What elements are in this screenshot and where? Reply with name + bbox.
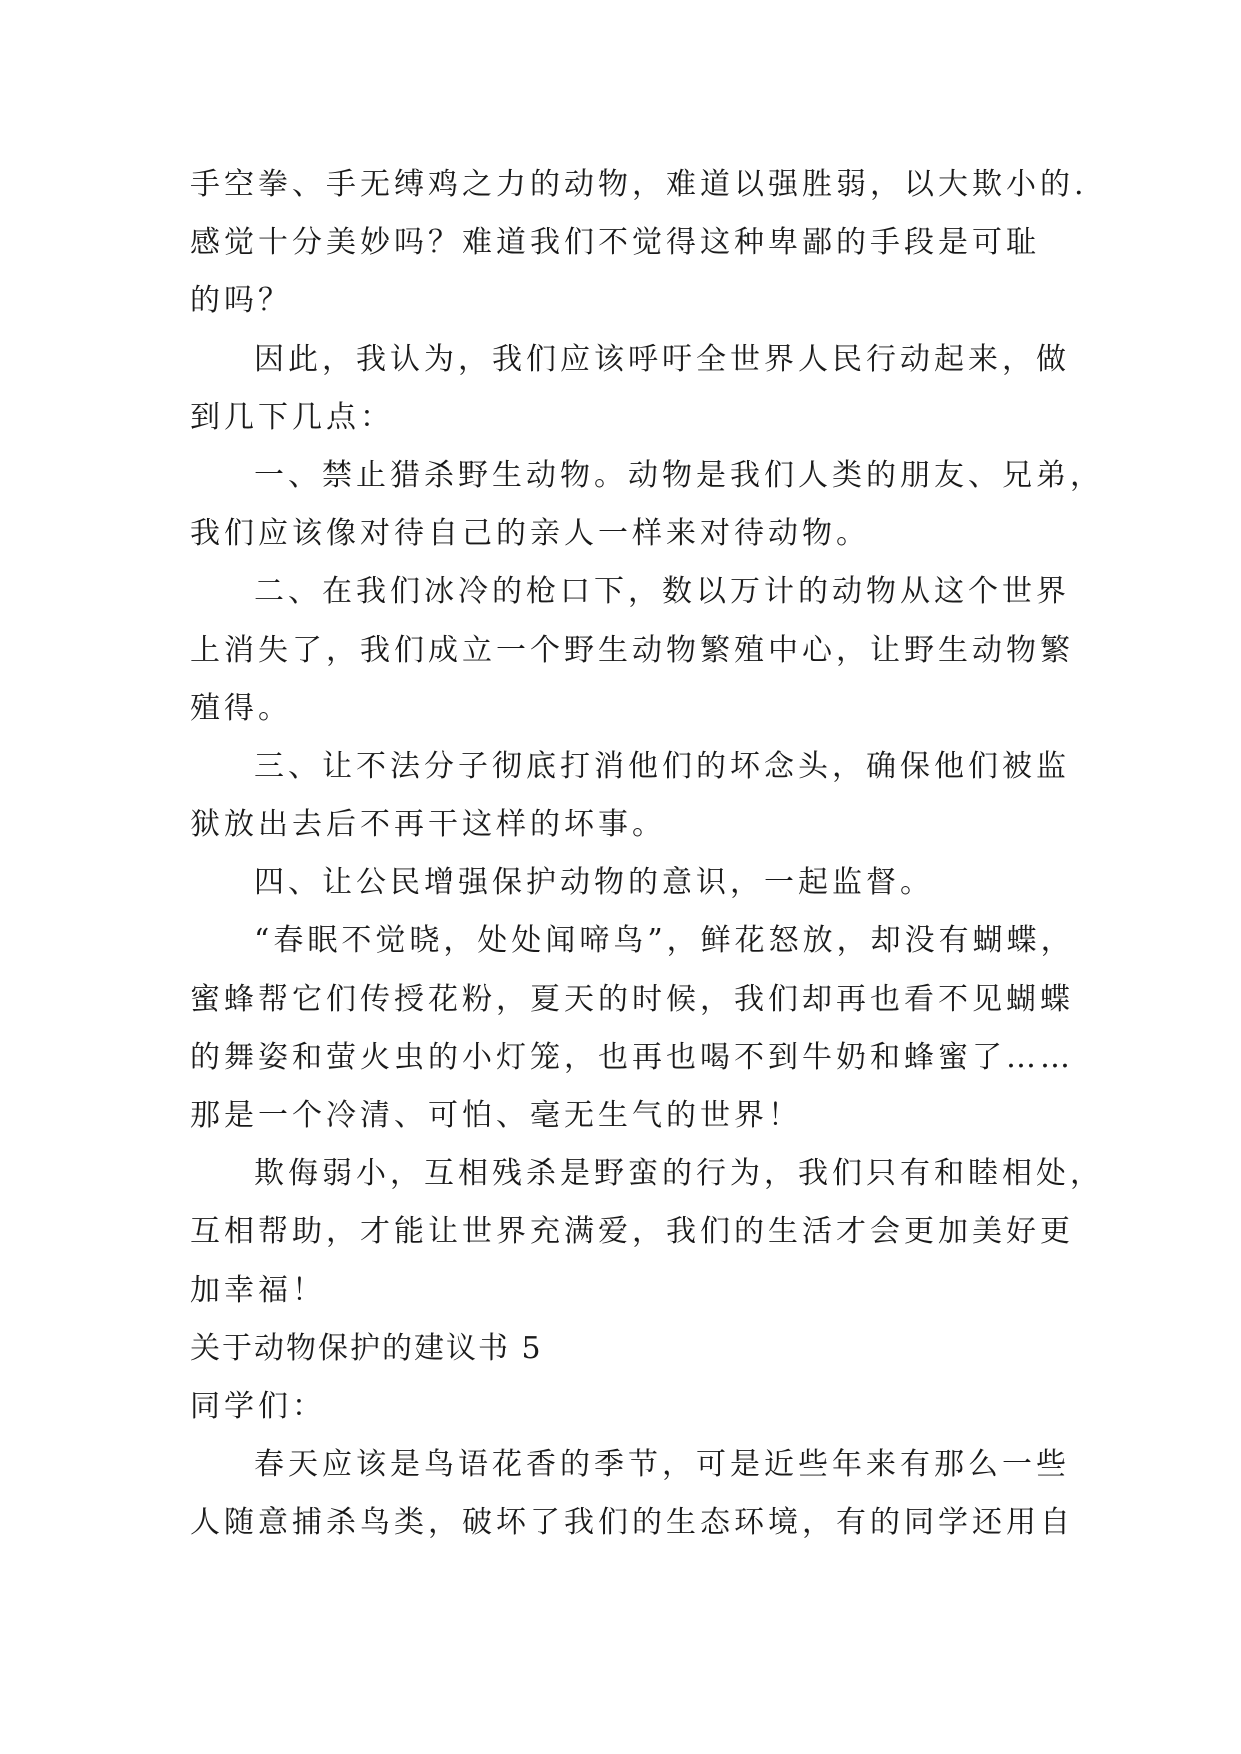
paragraph-start: 因此，我认为，我们应该呼吁全世界人民行动起来，做 <box>254 341 1070 377</box>
text-line: 殖得。 <box>190 690 292 726</box>
text-line: 人随意捕杀鸟类，破坏了我们的生态环境，有的同学还用自 <box>190 1505 1074 1541</box>
list-item-3: 三、让不法分子彻底打消他们的坏念头，确保他们被监 <box>254 748 1070 784</box>
text-line: 手空拳、手无缚鸡之力的动物，难道以强胜弱，以大欺小的. <box>190 167 1088 202</box>
text-line: 的舞姿和萤火虫的小灯笼，也再也喝不到牛奶和蜂蜜了…… <box>190 1039 1074 1075</box>
salutation: 同学们： <box>190 1388 326 1424</box>
text-line: 的吗？ <box>190 283 292 319</box>
text-line: 到几下几点： <box>190 399 394 435</box>
text-line: 那是一个冷清、可怕、毫无生气的世界！ <box>190 1098 802 1133</box>
list-item-4: 四、让公民增强保护动物的意识，一起监督。 <box>254 865 934 901</box>
document-body <box>190 156 1104 1553</box>
paragraph-start: 春天应该是鸟语花香的季节，可是近些年来有那么一些 <box>254 1447 1070 1483</box>
paragraph-start: “春眠不觉晓，处处闻啼鸟”，鲜花怒放，却没有蝴蝶， <box>254 923 1075 959</box>
text-line: 互相帮助，才能让世界充满爱，我们的生活才会更加美好更 <box>190 1214 1074 1250</box>
text-line: 感觉十分美妙吗？难道我们不觉得这种卑鄙的手段是可耻 <box>190 225 1040 261</box>
text-line: 蜜蜂帮它们传授花粉，夏天的时候，我们却再也看不见蝴蝶 <box>190 981 1074 1017</box>
text-line: 我们应该像对待自己的亲人一样来对待动物。 <box>190 516 870 552</box>
paragraph-start: 欺侮弱小，互相残杀是野蛮的行为，我们只有和睦相处， <box>254 1156 1104 1192</box>
list-item-2: 二、在我们冰冷的枪口下，数以万计的动物从这个世界 <box>254 574 1070 610</box>
text-line: 上消失了，我们成立一个野生动物繁殖中心，让野生动物繁 <box>190 632 1074 668</box>
text-line: 加幸福！ <box>190 1272 326 1308</box>
section-heading: 关于动物保护的建议书 5 <box>190 1330 543 1366</box>
list-item-1: 一、禁止猎杀野生动物。动物是我们人类的朋友、兄弟， <box>254 457 1104 493</box>
text-line: 狱放出去后不再干这样的坏事。 <box>190 807 666 843</box>
